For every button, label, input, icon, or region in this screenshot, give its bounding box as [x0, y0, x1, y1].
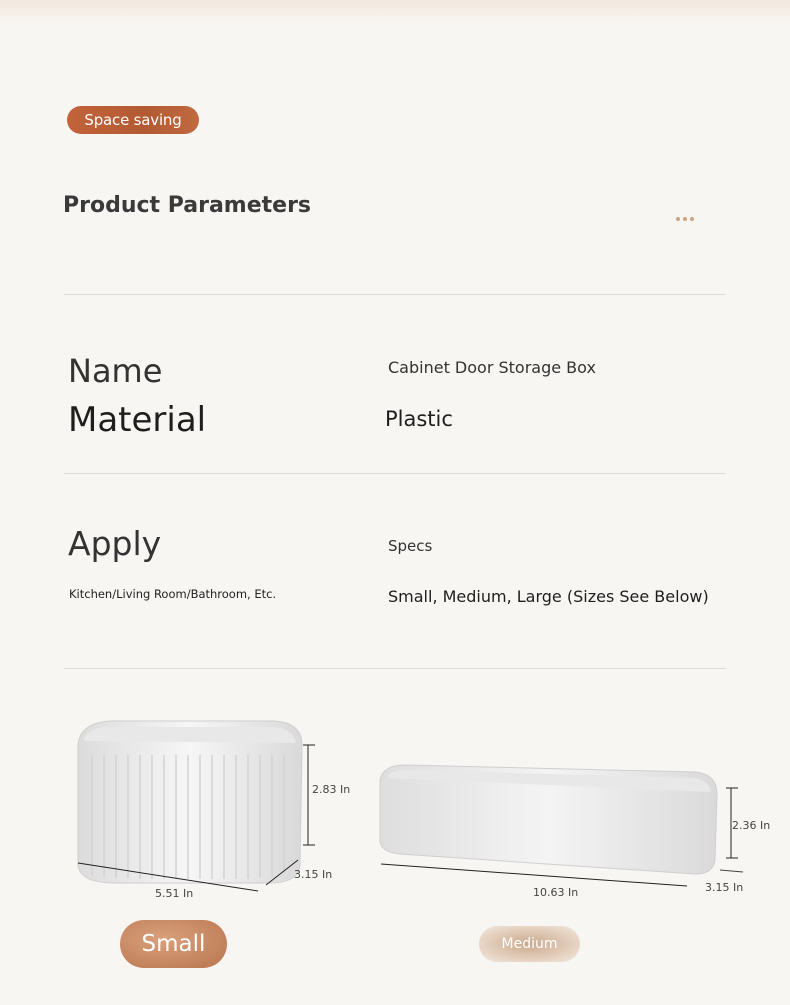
name-label: Name [68, 352, 163, 390]
more-dots-icon [676, 217, 694, 221]
section-title: Product Parameters [63, 193, 312, 218]
small-depth-dim: 3.15 In [294, 868, 333, 881]
medium-size-label: Medium [479, 926, 580, 962]
medium-box-image [375, 760, 750, 890]
medium-width-dim: 10.63 In [533, 886, 579, 899]
top-band [0, 0, 790, 26]
specs-value: Small, Medium, Large (Sizes See Below) [388, 587, 709, 606]
divider [64, 294, 726, 295]
divider [64, 473, 726, 474]
name-value: Cabinet Door Storage Box [388, 358, 596, 377]
apply-value: Kitchen/Living Room/Bathroom, Etc. [69, 587, 277, 601]
apply-label: Apply [68, 524, 162, 563]
material-label: Material [68, 400, 207, 440]
small-box-image [70, 715, 320, 900]
small-height-dim: 2.83 In [312, 783, 351, 796]
small-width-dim: 5.51 In [155, 887, 194, 900]
divider [64, 668, 726, 669]
specs-label: Specs [388, 537, 433, 555]
space-saving-badge: Space saving [67, 106, 199, 134]
medium-height-dim: 2.36 In [732, 819, 771, 832]
small-size-label: Small [120, 920, 227, 968]
medium-depth-dim: 3.15 In [705, 881, 744, 894]
material-value: Plastic [385, 407, 453, 431]
